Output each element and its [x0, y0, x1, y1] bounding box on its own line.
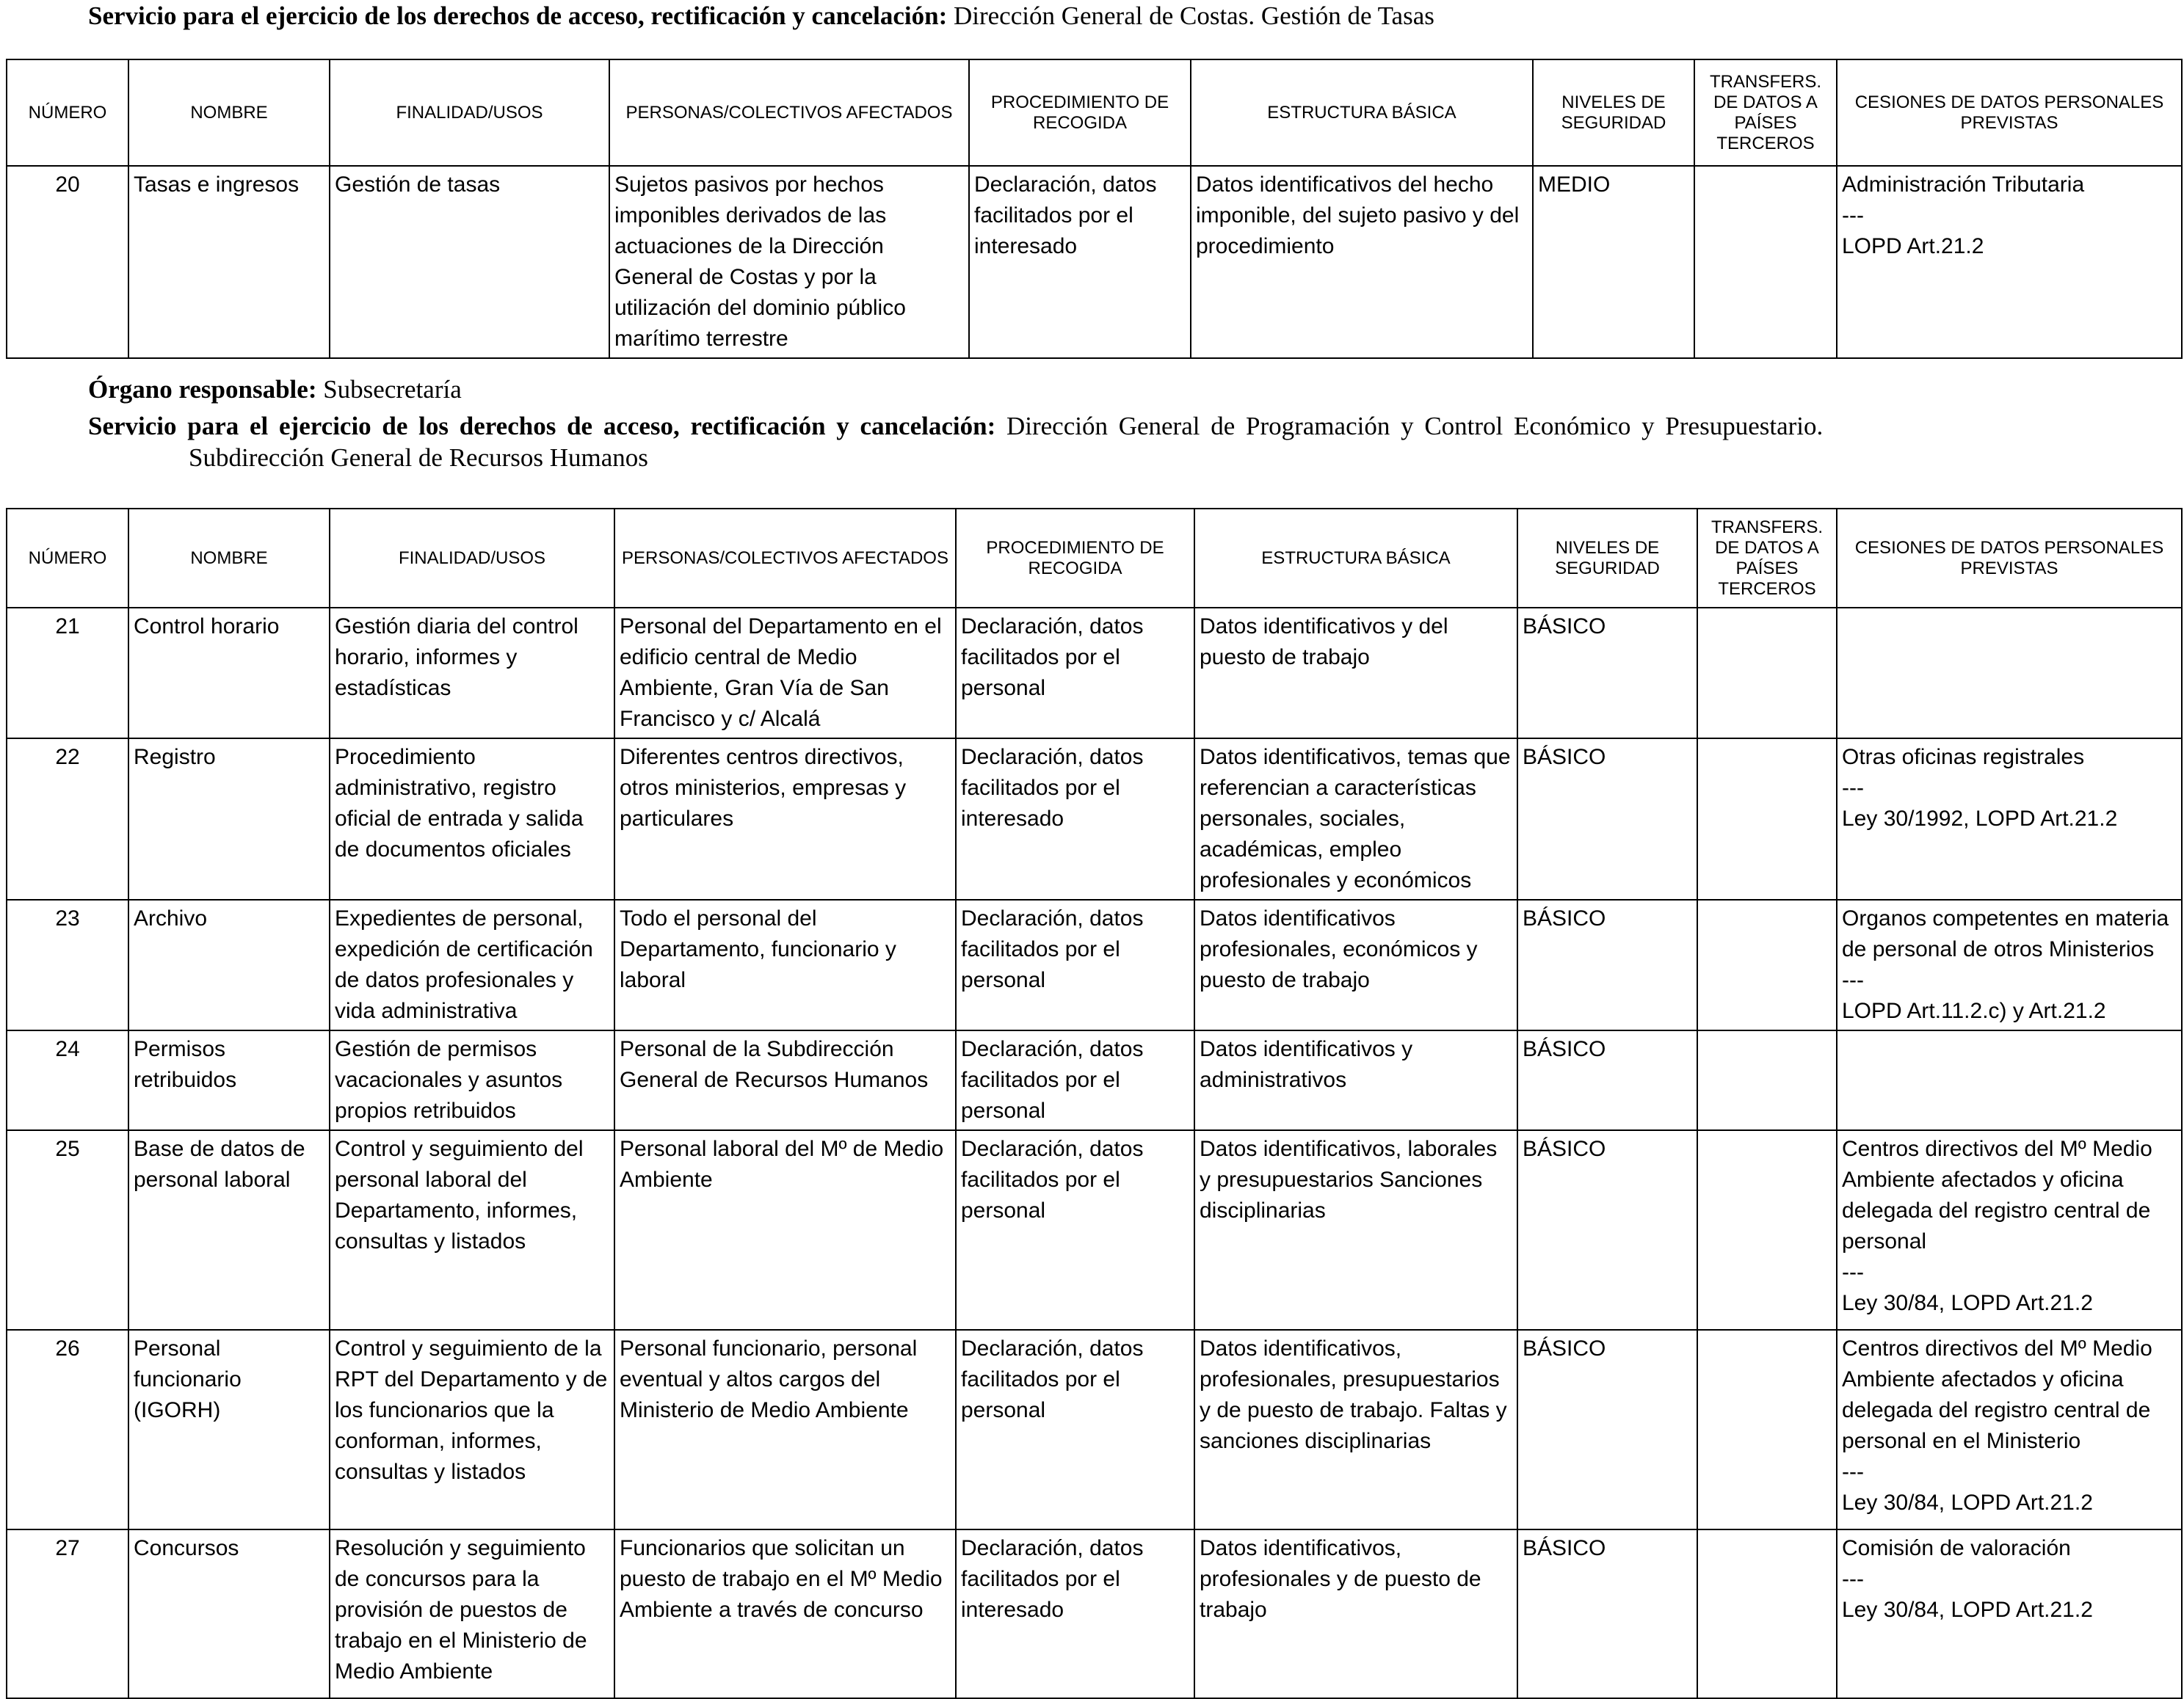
data-table-1: [6, 59, 2183, 359]
header-procedimiento: PROCEDIMIENTO DE RECOGIDA: [956, 509, 1194, 608]
cell-transfers: [1697, 1330, 1837, 1529]
cell-transfers: [1697, 1130, 1837, 1330]
cell-procedimiento: Declaración, datos facilitados por el interesado: [956, 738, 1194, 900]
service-value: Dirección General de Costas. Gestión de Tasas: [953, 1, 1434, 30]
cesiones-line: ---: [1842, 1567, 1864, 1591]
header-finalidad: FINALIDAD/USOS: [330, 509, 614, 608]
cell-niveles: BÁSICO: [1517, 1030, 1697, 1130]
cesiones-line: Centros directivos del Mº Medio Ambiente afectados y oficina delegada del registro central de personal en el Ministerio: [1842, 1336, 2152, 1453]
cell-personas: Funcionarios que solicitan un puesto de trabajo en el Mº Medio Ambiente a través de concurso: [614, 1529, 956, 1698]
header-niveles: NIVELES DE SEGURIDAD: [1533, 59, 1694, 166]
cell-numero: 26: [7, 1330, 128, 1529]
cesiones-line: Otras oficinas registrales: [1842, 745, 2085, 769]
cell-procedimiento: Declaración, datos facilitados por el personal: [956, 608, 1194, 738]
service-label: Servicio para el ejercicio de los derechos de acceso, rectificación y cancelación: [88, 1, 939, 30]
cell-cesiones: [1837, 608, 2182, 738]
organ-value: Subsecretaría: [323, 375, 462, 404]
cell-procedimiento: Declaración, datos facilitados por el personal: [956, 900, 1194, 1030]
cell-procedimiento: Declaración, datos facilitados por el interesado: [956, 1529, 1194, 1698]
cell-niveles: BÁSICO: [1517, 1130, 1697, 1330]
header-numero: NÚMERO: [7, 509, 128, 608]
header-cesiones: CESIONES DE DATOS PERSONALES PREVISTAS: [1837, 59, 2182, 166]
cell-estructura: Datos identificativos profesionales, económicos y puesto de trabajo: [1194, 900, 1517, 1030]
cell-nombre: Permisos retribuidos: [128, 1030, 330, 1130]
cell-transfers: [1697, 608, 1837, 738]
header-cesiones: CESIONES DE DATOS PERSONALES PREVISTAS: [1837, 509, 2182, 608]
cell-niveles: BÁSICO: [1517, 608, 1697, 738]
cell-niveles: MEDIO: [1533, 166, 1694, 358]
cell-numero: 27: [7, 1529, 128, 1698]
cesiones-line: Administración Tributaria: [1842, 172, 2085, 197]
organ-label: Órgano responsable: [88, 375, 308, 404]
cell-nombre: Registro: [128, 738, 330, 900]
cesiones-line: Ley 30/1992, LOPD Art.21.2: [1842, 807, 2118, 831]
table-row: [7, 900, 2182, 1030]
header-transfers: TRANSFERS. DE DATOS A PAÍSES TERCEROS: [1697, 509, 1837, 608]
cell-niveles: BÁSICO: [1517, 738, 1697, 900]
cell-cesiones: [1837, 738, 2182, 900]
cell-nombre: Archivo: [128, 900, 330, 1030]
cell-estructura: Datos identificativos, profesionales y de puesto de trabajo: [1194, 1529, 1517, 1698]
table-row: [7, 1130, 2182, 1330]
cell-nombre: Concursos: [128, 1529, 330, 1698]
cell-numero: 24: [7, 1030, 128, 1130]
cell-finalidad: Control y seguimiento del personal laboral del Departamento, informes, consultas y listados: [330, 1130, 614, 1330]
cell-personas: Personal de la Subdirección General de Recursos Humanos: [614, 1030, 956, 1130]
cell-finalidad: Gestión diaria del control horario, informes y estadísticas: [330, 608, 614, 738]
cesiones-line: Ley 30/84, LOPD Art.21.2: [1842, 1491, 2093, 1515]
cell-transfers: [1697, 738, 1837, 900]
cell-estructura: Datos identificativos y administrativos: [1194, 1030, 1517, 1130]
cell-finalidad: Control y seguimiento de la RPT del Departamento y de los funcionarios que la conforman, informes, consultas y listados: [330, 1330, 614, 1529]
cesiones-line: LOPD Art.11.2.c) y Art.21.2: [1842, 999, 2106, 1023]
cell-niveles: BÁSICO: [1517, 1529, 1697, 1698]
organ-line: Órgano responsable: Subsecretaría: [88, 375, 462, 404]
cell-finalidad: Procedimiento administrativo, registro oficial de entrada y salida de documentos oficiales: [330, 738, 614, 900]
cell-procedimiento: Declaración, datos facilitados por el personal: [956, 1030, 1194, 1130]
cesiones-line: ---: [1842, 968, 1864, 992]
cell-procedimiento: Declaración, datos facilitados por el personal: [956, 1130, 1194, 1330]
cell-niveles: BÁSICO: [1517, 900, 1697, 1030]
cell-numero: 25: [7, 1130, 128, 1330]
cell-personas: Diferentes centros directivos, otros ministerios, empresas y particulares: [614, 738, 956, 900]
cell-nombre: Personal funcionario (IGORH): [128, 1330, 330, 1529]
cell-finalidad: Expedientes de personal, expedición de certificación de datos profesionales y vida administrativa: [330, 900, 614, 1030]
cesiones-line: ---: [1842, 1260, 1864, 1284]
cesiones-line: Comisión de valoración: [1842, 1536, 2071, 1560]
cell-estructura: Datos identificativos y del puesto de trabajo: [1194, 608, 1517, 738]
header-estructura: ESTRUCTURA BÁSICA: [1194, 509, 1517, 608]
cell-personas: Todo el personal del Departamento, funcionario y laboral: [614, 900, 956, 1030]
cell-estructura: Datos identificativos, temas que referencian a características personales, sociales, académicas, empleo profesionales y económicos: [1194, 738, 1517, 900]
cell-cesiones: [1837, 1130, 2182, 1330]
cell-personas: Personal del Departamento en el edificio central de Medio Ambiente, Gran Vía de San Francisco y c/ Alcalá: [614, 608, 956, 738]
cell-personas: Personal funcionario, personal eventual y altos cargos del Ministerio de Medio Ambiente: [614, 1330, 956, 1529]
cell-finalidad: Resolución y seguimiento de concursos para la provisión de puestos de trabajo en el Ministerio de Medio Ambiente: [330, 1529, 614, 1698]
cell-personas: Sujetos pasivos por hechos imponibles derivados de las actuaciones de la Dirección General de Costas y por la utilización del dominio público marítimo terrestre: [609, 166, 969, 358]
cell-nombre: Base de datos de personal laboral: [128, 1130, 330, 1330]
cell-numero: 22: [7, 738, 128, 900]
table-row: [7, 738, 2182, 900]
cell-transfers: [1697, 1030, 1837, 1130]
header-transfers: TRANSFERS. DE DATOS A PAÍSES TERCEROS: [1694, 59, 1837, 166]
cell-nombre: Tasas e ingresos: [128, 166, 330, 358]
service-line-section1: Servicio para el ejercicio de los derechos de acceso, rectificación y cancelación: Dirección General de Costas. Gestión de Tasas: [88, 1, 1434, 30]
header-personas: PERSONAS/COLECTIVOS AFECTADOS: [609, 59, 969, 166]
table-row: [7, 1030, 2182, 1130]
header-estructura: ESTRUCTURA BÁSICA: [1191, 59, 1533, 166]
cesiones-line: Centros directivos del Mº Medio Ambiente afectados y oficina delegada del registro central de personal: [1842, 1137, 2152, 1254]
cell-nombre: Control horario: [128, 608, 330, 738]
header-finalidad: FINALIDAD/USOS: [330, 59, 609, 166]
table-row: [7, 166, 2182, 358]
cell-cesiones: [1837, 1030, 2182, 1130]
cell-procedimiento: Declaración, datos facilitados por el interesado: [969, 166, 1191, 358]
table-header-row: [7, 509, 2182, 608]
cell-cesiones: [1837, 900, 2182, 1030]
cell-estructura: Datos identificativos del hecho imponible, del sujeto pasivo y del procedimiento: [1191, 166, 1533, 358]
table-row: [7, 608, 2182, 738]
cell-estructura: Datos identificativos, laborales y presupuestarios Sanciones disciplinarias: [1194, 1130, 1517, 1330]
cell-transfers: [1694, 166, 1837, 358]
cell-cesiones: [1837, 166, 2182, 358]
cell-numero: 21: [7, 608, 128, 738]
service-line-section2: Servicio para el ejercicio de los derechos de acceso, rectificación y cancelación: Dirección General de Programación y Control Económico y Presupuestario.: [88, 412, 1824, 440]
cesiones-line: Ley 30/84, LOPD Art.21.2: [1842, 1598, 2093, 1622]
table-header-row: [7, 59, 2182, 166]
cesiones-line: ---: [1842, 203, 1864, 228]
cesiones-line: LOPD Art.21.2: [1842, 234, 1984, 258]
cesiones-line: Ley 30/84, LOPD Art.21.2: [1842, 1291, 2093, 1315]
header-nombre: NOMBRE: [128, 509, 330, 608]
cell-finalidad: Gestión de tasas: [330, 166, 609, 358]
cell-numero: 23: [7, 900, 128, 1030]
header-numero: NÚMERO: [7, 59, 128, 166]
service-label-2: Servicio para el ejercicio de los derechos de acceso, rectificación y cancelación: [88, 412, 987, 440]
header-procedimiento: PROCEDIMIENTO DE RECOGIDA: [969, 59, 1191, 166]
cell-finalidad: Gestión de permisos vacacionales y asuntos propios retribuidos: [330, 1030, 614, 1130]
cesiones-line: ---: [1842, 1460, 1864, 1484]
cell-niveles: BÁSICO: [1517, 1330, 1697, 1529]
cell-estructura: Datos identificativos, profesionales, presupuestarios y de puesto de trabajo. Faltas y sanciones disciplinarias: [1194, 1330, 1517, 1529]
header-personas: PERSONAS/COLECTIVOS AFECTADOS: [614, 509, 956, 608]
header-nombre: NOMBRE: [128, 59, 330, 166]
cell-personas: Personal laboral del Mº de Medio Ambiente: [614, 1130, 956, 1330]
cesiones-line: Organos competentes en materia de personal de otros Ministerios: [1842, 906, 2169, 961]
cesiones-line: ---: [1842, 776, 1864, 800]
cell-cesiones: [1837, 1330, 2182, 1529]
cell-procedimiento: Declaración, datos facilitados por el personal: [956, 1330, 1194, 1529]
service-value-2: Dirección General de Programación y Control Económico y Presupuestario.: [1006, 412, 1824, 440]
table-row: [7, 1330, 2182, 1529]
data-table-2: [6, 508, 2183, 1699]
header-niveles: NIVELES DE SEGURIDAD: [1517, 509, 1697, 608]
cell-numero: 20: [7, 166, 128, 358]
cell-transfers: [1697, 900, 1837, 1030]
service-value-2-cont: Subdirección General de Recursos Humanos: [189, 443, 648, 472]
